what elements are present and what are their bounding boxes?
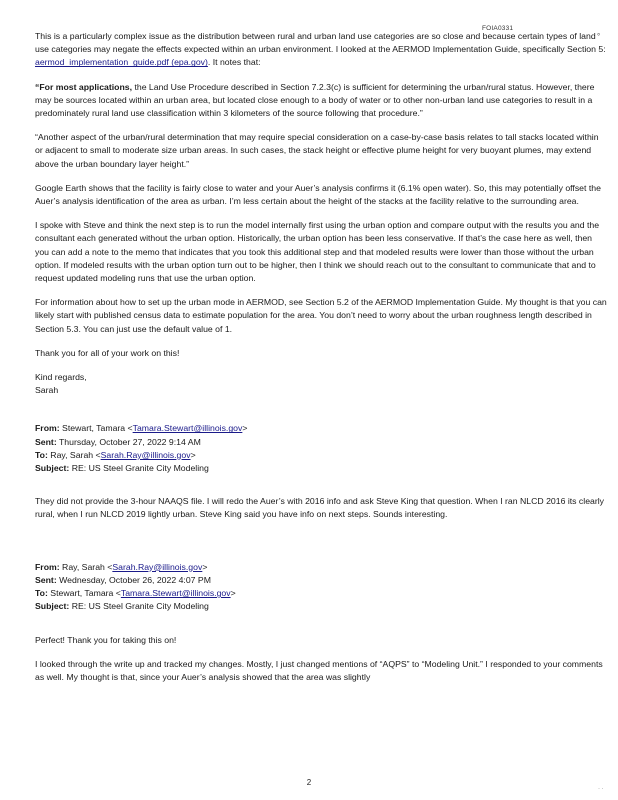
quote-one-lead: “For most applications,	[35, 81, 133, 92]
quote-two: “Another aspect of the urban/rural determination that may require special consideration on a case-by-case basis relates to tall stacks located within or adjacent to small to moderate size urban areas. In such cases, the stack height or effective plume height for very buoyant plumes, may extend above the urban boundary layer height.”	[35, 132, 599, 169]
email-2-from: From: Ray, Sarah <Sarah.Ray@illinois.gov>	[35, 561, 208, 572]
implementation-guide-link[interactable]: aermod_implementation_guide.pdf (epa.gov)	[35, 57, 208, 68]
spacer	[35, 547, 607, 561]
paragraph-intro-tail: . It notes that:	[207, 57, 261, 68]
email-2-body-review: I looked through the write up and tracked my changes. Mostly, I just changed mentions of “AQPS” to “Modeling Unit.” I responded to your comments as well. My thought is that, since your Auer’s analysis showed that the area was slightly	[35, 658, 603, 682]
email-1-body: They did not provide the 3-hour NAAQS file. I will redo the Auer’s with 2016 info and ask Steve King that question. When I ran NLCD 2016 its clearly rural, when I run NLCD 2019 lightly urban. Steve King said you have info on next steps. Sounds interesting.	[35, 496, 605, 520]
paragraph-urban-mode: For information about how to set up the urban mode in AERMOD, see Section 5.2 of the AERMOD Implementation Guide. My thought is that you can likely start with published census data to estimate population for the area. You don’t need to worry about the urban roughness length described in Section 5.3. You can just use the default value of 1.	[35, 297, 607, 334]
quote-one-text: the Land Use Procedure described in Section 7.2.3(c) is sufficient for determining the urban/rural status. However, there may be sources located within an urban area, but located close enough to a body of water or to other non-urban land use categories to result in a predominately rural land use classification within 3 kilometers of the source following that procedure.”	[35, 81, 595, 119]
email-1-to: To: Ray, Sarah <Sarah.Ray@illinois.gov>	[35, 449, 196, 460]
email-2-subject: Subject: RE: US Steel Granite City Modeling	[35, 601, 209, 612]
quote-one	[35, 81, 607, 121]
closing: Kind regards,	[35, 372, 87, 383]
email-1-sent: Sent: Thursday, October 27, 2022 9:14 AM	[35, 436, 201, 447]
spacer	[35, 408, 607, 422]
email-2-sent: Sent: Wednesday, October 26, 2022 4:07 PM	[35, 574, 211, 585]
paragraph-intro	[35, 30, 607, 70]
document-stamp: FOIA0331	[482, 25, 514, 32]
email-1-to-address[interactable]: Sarah.Ray@illinois.gov	[100, 449, 191, 460]
page-number: 2	[306, 778, 312, 787]
spacer	[35, 533, 607, 547]
email-1-subject: Subject: RE: US Steel Granite City Modeling	[35, 463, 209, 474]
paragraph-thanks: Thank you for all of your work on this!	[35, 347, 180, 358]
email-header-2	[35, 561, 607, 614]
email-header-1	[35, 422, 607, 475]
email-body	[35, 30, 607, 695]
signature: Sarah	[35, 385, 59, 396]
scan-artifact: · ·	[598, 786, 604, 792]
email-2-to-address[interactable]: Tamara.Stewart@illinois.gov	[120, 588, 231, 599]
closing-block	[35, 371, 607, 397]
email-1-from-address[interactable]: Tamara.Stewart@illinois.gov	[132, 423, 243, 434]
paragraph-google-earth: Google Earth shows that the facility is fairly close to water and your Auer’s analysis confirms it (6.1% open water). So, this may potentially offset the Auer’s analysis identification of the area as urban. I’m less certain about the height of the stacks at the facility relative to the surrounding area.	[35, 182, 601, 207]
paragraph-next-steps: I spoke with Steve and think the next step is to run the model internally first using the urban option and compare output with the results you and the consultant each generated without the urban option. Historically, the urban option has been less conservative. If that’s the case here as well, then you can add a note to the memo that indicates that you took this additional step and that modeled results were lower than those without the urban option. If modeled results with the urban option turn out to be higher, then I think we should reach out to the consultant to communicate that and to request updated modeling runs that use the urban option.	[35, 220, 600, 284]
email-1-from: From: Stewart, Tamara <Tamara.Stewart@illinois.gov>	[35, 423, 248, 434]
corner-mark: °	[597, 32, 601, 41]
email-2-body-thanks: Perfect! Thank you for taking this on!	[35, 634, 177, 645]
email-2-to: To: Stewart, Tamara <Tamara.Stewart@illinois.gov>	[35, 588, 236, 599]
paragraph-intro-text: This is a particularly complex issue as the distribution between rural and urban land use categories are so close and because certain types of land use categories may negate the effects expected within an urban environment. I looked at the AERMOD Implementation Guide, specifically Section 5:	[35, 31, 606, 55]
email-2-from-address[interactable]: Sarah.Ray@illinois.gov	[112, 561, 203, 572]
